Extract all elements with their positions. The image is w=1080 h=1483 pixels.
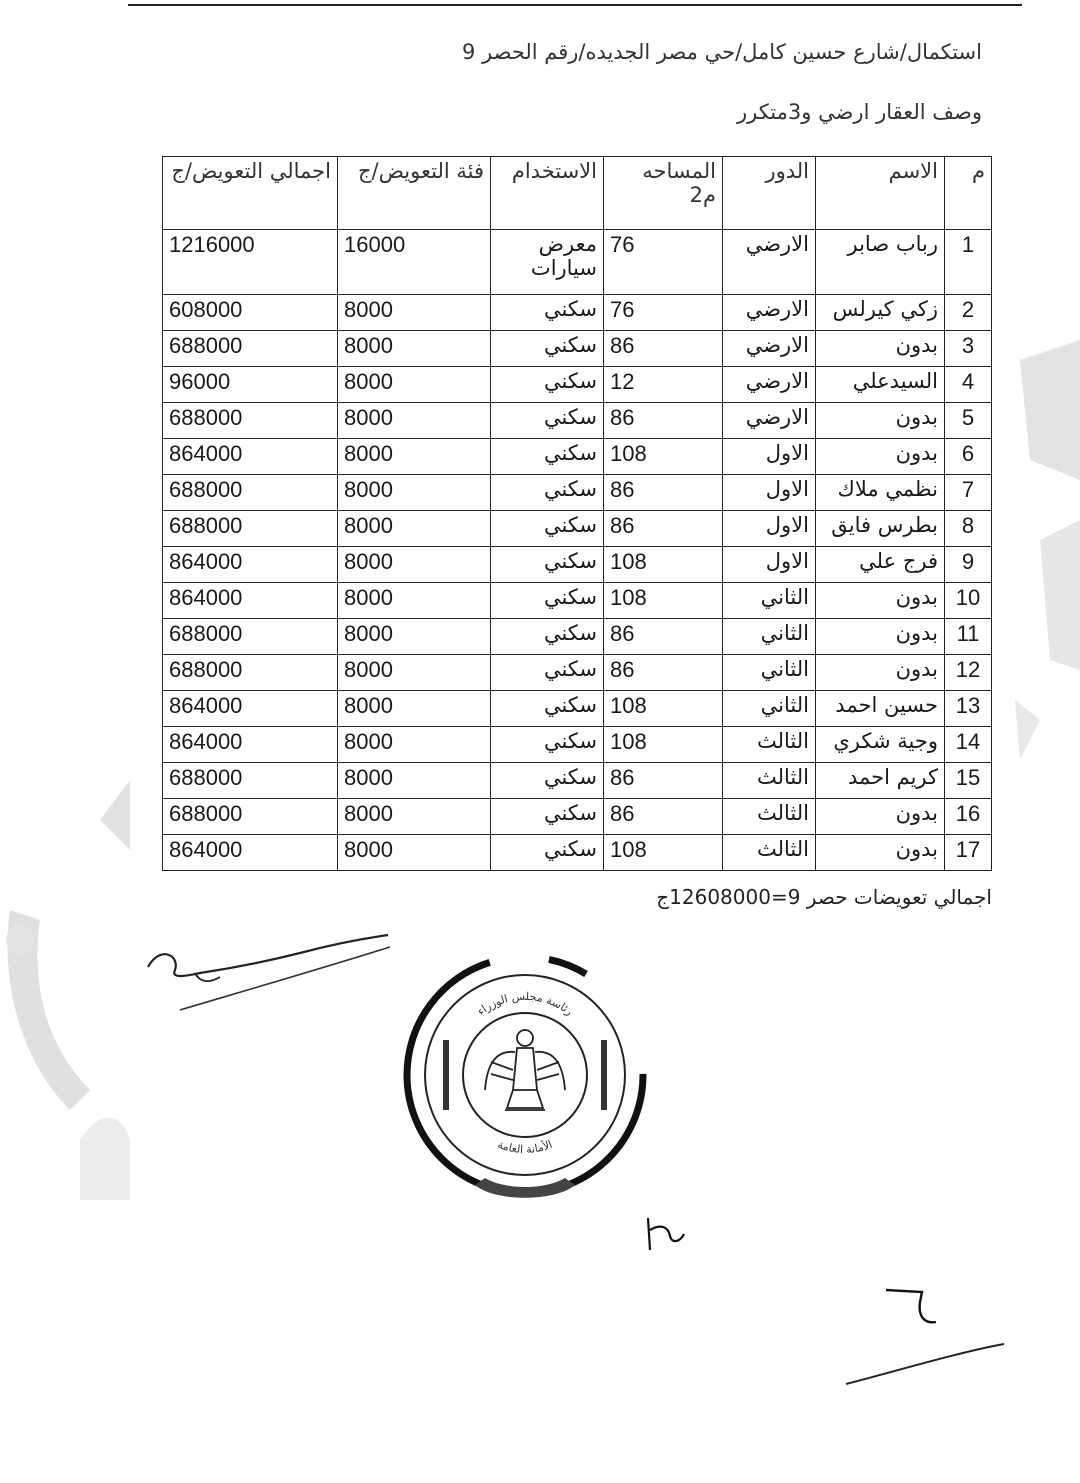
cell-number: 17 <box>945 835 992 871</box>
column-header-area: المساحه م2 <box>604 157 723 230</box>
cell-name: حسين احمد <box>816 691 945 727</box>
cell-area: 76 <box>604 230 723 295</box>
cell-area: 108 <box>604 691 723 727</box>
cell-number: 11 <box>945 619 992 655</box>
cell-floor: الاول <box>723 547 816 583</box>
cell-number: 12 <box>945 655 992 691</box>
cell-use: سكني <box>491 655 604 691</box>
cell-use: سكني <box>491 367 604 403</box>
cell-name: نظمي ملاك <box>816 475 945 511</box>
cell-number: 4 <box>945 367 992 403</box>
table-row <box>163 583 992 619</box>
cell-area: 86 <box>604 655 723 691</box>
cell-floor: الثاني <box>723 655 816 691</box>
table-row <box>163 230 992 295</box>
cell-floor: الارضي <box>723 230 816 295</box>
cell-total: 608000 <box>163 295 338 331</box>
column-header-floor: الدور <box>723 157 816 230</box>
cell-area: 86 <box>604 763 723 799</box>
cell-rate: 8000 <box>338 547 491 583</box>
cell-floor: الثاني <box>723 619 816 655</box>
cell-number: 6 <box>945 439 992 475</box>
cell-rate: 8000 <box>338 799 491 835</box>
cell-total: 688000 <box>163 799 338 835</box>
cell-rate: 8000 <box>338 331 491 367</box>
cell-number: 2 <box>945 295 992 331</box>
cell-total: 96000 <box>163 367 338 403</box>
cell-use: معرض سيارات <box>491 230 604 295</box>
cell-name: زكي كيرلس <box>816 295 945 331</box>
cell-number: 8 <box>945 511 992 547</box>
cell-total: 688000 <box>163 403 338 439</box>
cell-area: 12 <box>604 367 723 403</box>
cell-use: سكني <box>491 763 604 799</box>
table-row <box>163 655 992 691</box>
cell-number: 9 <box>945 547 992 583</box>
cell-total: 688000 <box>163 619 338 655</box>
cell-area: 76 <box>604 295 723 331</box>
seal-top-text: رئاسة مجلس الوزراء <box>474 989 576 1019</box>
cell-total: 1216000 <box>163 230 338 295</box>
cell-number: 1 <box>945 230 992 295</box>
cell-total: 864000 <box>163 547 338 583</box>
table-row <box>163 547 992 583</box>
cell-name: بدون <box>816 655 945 691</box>
table-row <box>163 295 992 331</box>
location-heading: استكمال/شارع حسين كامل/حي مصر الجديده/رقم الحصر 9 <box>461 40 982 64</box>
cell-use: سكني <box>491 295 604 331</box>
cell-use: سكني <box>491 619 604 655</box>
cell-number: 14 <box>945 727 992 763</box>
cell-name: بطرس فايق <box>816 511 945 547</box>
cell-number: 5 <box>945 403 992 439</box>
cell-number: 15 <box>945 763 992 799</box>
cell-rate: 8000 <box>338 439 491 475</box>
signature <box>140 925 400 1025</box>
cell-name: بدون <box>816 583 945 619</box>
cell-area: 86 <box>604 511 723 547</box>
compensation-table <box>162 156 992 871</box>
cell-name: بدون <box>816 835 945 871</box>
cell-use: سكني <box>491 475 604 511</box>
table-row <box>163 367 992 403</box>
table-row <box>163 727 992 763</box>
table-body <box>163 230 992 871</box>
cell-name: فرج علي <box>816 547 945 583</box>
cell-name: رباب صابر <box>816 230 945 295</box>
column-header-number: م <box>945 157 992 230</box>
cell-rate: 8000 <box>338 835 491 871</box>
table-row <box>163 475 992 511</box>
column-header-total: اجمالي التعويض/ج <box>163 157 338 230</box>
cell-name: السيدعلي <box>816 367 945 403</box>
cell-total: 864000 <box>163 583 338 619</box>
cell-total: 864000 <box>163 439 338 475</box>
cell-rate: 8000 <box>338 583 491 619</box>
watermark-right <box>1010 340 1080 780</box>
cell-total: 688000 <box>163 655 338 691</box>
cell-use: سكني <box>491 403 604 439</box>
cell-area: 86 <box>604 799 723 835</box>
cell-area: 108 <box>604 727 723 763</box>
cell-rate: 8000 <box>338 763 491 799</box>
cell-rate: 8000 <box>338 295 491 331</box>
cell-use: سكني <box>491 547 604 583</box>
cell-use: سكني <box>491 439 604 475</box>
cell-rate: 8000 <box>338 475 491 511</box>
cell-total: 864000 <box>163 691 338 727</box>
cell-use: سكني <box>491 835 604 871</box>
cell-name: وجية شكري <box>816 727 945 763</box>
cell-use: سكني <box>491 727 604 763</box>
table-row <box>163 439 992 475</box>
cell-rate: 8000 <box>338 511 491 547</box>
cell-floor: الاول <box>723 475 816 511</box>
cell-rate: 8000 <box>338 403 491 439</box>
cell-number: 3 <box>945 331 992 367</box>
cell-use: سكني <box>491 331 604 367</box>
table-row <box>163 799 992 835</box>
cell-floor: الثالث <box>723 763 816 799</box>
cell-floor: الثاني <box>723 583 816 619</box>
column-header-use: الاستخدام <box>491 157 604 230</box>
table-header-row <box>163 157 992 230</box>
cell-use: سكني <box>491 583 604 619</box>
cell-rate: 16000 <box>338 230 491 295</box>
cell-floor: الاول <box>723 511 816 547</box>
cell-area: 86 <box>604 475 723 511</box>
cell-number: 13 <box>945 691 992 727</box>
cell-name: بدون <box>816 331 945 367</box>
cell-floor: الثالث <box>723 727 816 763</box>
watermark-left <box>0 780 140 1200</box>
cell-total: 688000 <box>163 763 338 799</box>
cell-floor: الثالث <box>723 835 816 871</box>
cell-number: 10 <box>945 583 992 619</box>
cell-use: سكني <box>491 511 604 547</box>
official-seal <box>395 940 655 1220</box>
cell-use: سكني <box>491 799 604 835</box>
seal-bottom-text: الأمانة العامة <box>495 1137 555 1157</box>
cell-area: 108 <box>604 439 723 475</box>
table-row <box>163 511 992 547</box>
grand-total: اجمالي تعويضات حصر 9=12608000ج <box>656 885 992 909</box>
cell-floor: الثاني <box>723 691 816 727</box>
table-row <box>163 619 992 655</box>
cell-area: 108 <box>604 583 723 619</box>
top-rule <box>128 4 1022 6</box>
cell-rate: 8000 <box>338 691 491 727</box>
table-row <box>163 835 992 871</box>
table-row <box>163 331 992 367</box>
cell-floor: الارضي <box>723 295 816 331</box>
cell-floor: الاول <box>723 439 816 475</box>
cell-floor: الارضي <box>723 331 816 367</box>
cell-rate: 8000 <box>338 727 491 763</box>
column-header-name: الاسم <box>816 157 945 230</box>
cell-floor: الارضي <box>723 367 816 403</box>
cell-total: 688000 <box>163 511 338 547</box>
handwritten-corner-number <box>840 1280 1020 1410</box>
cell-use: سكني <box>491 691 604 727</box>
eagle-emblem-icon <box>485 1030 565 1110</box>
property-description: وصف العقار ارضي و3متكرر <box>736 100 982 124</box>
cell-number: 16 <box>945 799 992 835</box>
column-header-rate: فئة التعويض/ج <box>338 157 491 230</box>
cell-floor: الثالث <box>723 799 816 835</box>
table-row <box>163 763 992 799</box>
cell-area: 108 <box>604 835 723 871</box>
cell-area: 86 <box>604 619 723 655</box>
cell-rate: 8000 <box>338 619 491 655</box>
cell-total: 688000 <box>163 475 338 511</box>
cell-total: 864000 <box>163 727 338 763</box>
cell-name: كريم احمد <box>816 763 945 799</box>
cell-name: بدون <box>816 799 945 835</box>
cell-rate: 8000 <box>338 367 491 403</box>
cell-name: بدون <box>816 439 945 475</box>
cell-floor: الارضي <box>723 403 816 439</box>
cell-name: بدون <box>816 403 945 439</box>
cell-rate: 8000 <box>338 655 491 691</box>
handwritten-page-number <box>640 1210 700 1270</box>
table-row <box>163 691 992 727</box>
cell-total: 864000 <box>163 835 338 871</box>
cell-number: 7 <box>945 475 992 511</box>
cell-area: 108 <box>604 547 723 583</box>
cell-area: 86 <box>604 331 723 367</box>
table-row <box>163 403 992 439</box>
cell-area: 86 <box>604 403 723 439</box>
cell-total: 688000 <box>163 331 338 367</box>
cell-name: بدون <box>816 619 945 655</box>
